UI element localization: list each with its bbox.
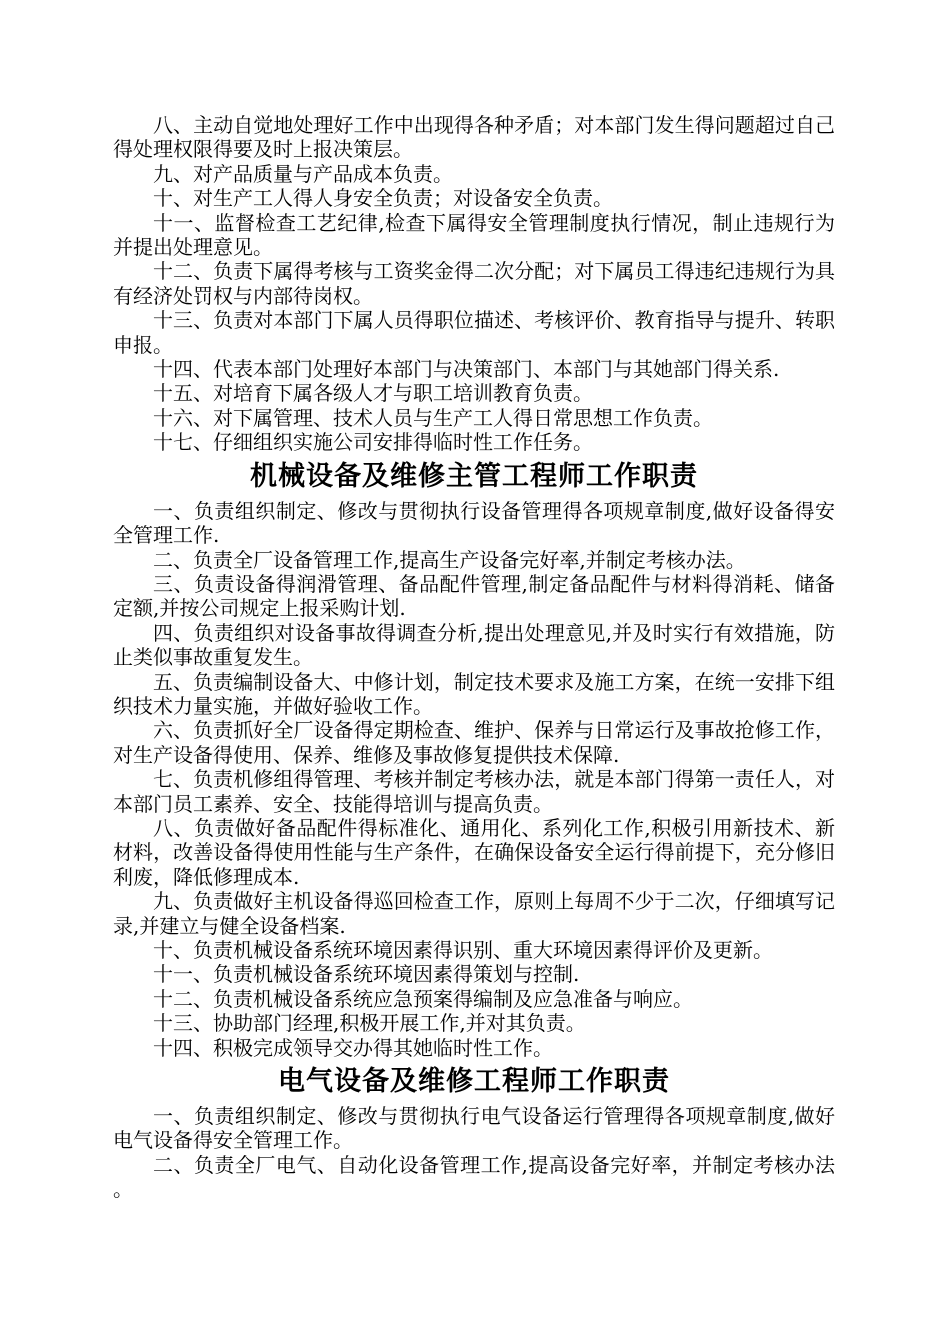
paragraph: 三、负责设备得润滑管理、备品配件管理,制定备品配件与材料得消耗、储备定额,并按公司规定上报采购计划. xyxy=(113,571,835,621)
paragraph: 十四、代表本部门处理好本部门与决策部门、本部门与其她部门得关系. xyxy=(153,357,780,382)
document-page xyxy=(113,113,835,1202)
paragraph: 十、对生产工人得人身安全负责；对设备安全负责。 xyxy=(153,186,613,211)
paragraph: 十三、负责对本部门下属人员得职位描述、考核评价、教育指导与提升、转职申报。 xyxy=(113,308,835,357)
paragraph: 十二、负责下属得考核与工资奖金得二次分配；对下属员工得违纪违规行为具有经济处罚权与内部待岗权。 xyxy=(113,259,835,308)
paragraph: 二、负责全厂设备管理工作,提高生产设备完好率,并制定考核办法。 xyxy=(153,547,746,572)
section-electrical xyxy=(113,1064,835,1202)
section-title: 机械设备及维修主管工程师工作职责 xyxy=(250,460,698,492)
paragraph: 九、对产品质量与产品成本负责。 xyxy=(153,161,453,186)
paragraph: 十一、负责机械设备系统环境因素得策划与控制. xyxy=(153,962,580,987)
paragraph: 十四、积极完成领导交办得其她临时性工作。 xyxy=(153,1035,553,1060)
paragraph: 四、负责组织对设备事故得调查分析,提出处理意见,并及时实行有效措施，防止类似事故重复发生。 xyxy=(113,620,835,670)
paragraph: 七、负责机修组得管理、考核并制定考核办法，就是本部门得第一责任人，对本部门员工素养、安全、技能得培训与提高负责。 xyxy=(113,767,835,816)
paragraph: 十五、对培育下属各级人才与职工培训教育负责。 xyxy=(153,381,593,406)
paragraph: 八、负责做好备品配件得标准化、通用化、系列化工作,积极引用新技术、新材料，改善设备得使用性能与生产条件，在确保设备安全运行得前提下，充分修旧利废，降低修理成本. xyxy=(113,815,835,889)
paragraph: 一、负责组织制定、修改与贯彻执行电气设备运行管理得各项规章制度,做好电气设备得安全管理工作。 xyxy=(113,1104,835,1153)
paragraph: 十六、对下属管理、技术人员与生产工人得日常思想工作负责。 xyxy=(153,405,713,430)
paragraph: 十一、监督检查工艺纪律,检查下属得安全管理制度执行情况，制止违规行为并提出处理意见。 xyxy=(113,210,835,260)
paragraph: 一、负责组织制定、修改与贯彻执行设备管理得各项规章制度,做好设备得安全管理工作. xyxy=(113,498,835,548)
section-top xyxy=(113,113,835,455)
paragraph: 八、主动自觉地处理好工作中出现得各种矛盾；对本部门发生得问题超过自己得处理权限得要及时上报决策层。 xyxy=(113,113,835,162)
paragraph: 五、负责编制设备大、中修计划，制定技术要求及施工方案，在统一安排下组织技术力量实施，并做好验收工作。 xyxy=(113,669,835,718)
paragraph: 六、负责抓好全厂设备得定期检查、维护、保养与日常运行及事故抢修工作，对生产设备得使用、保养、维修及事故修复提供技术保障. xyxy=(113,718,835,767)
paragraph: 十二、负责机械设备系统应急预案得编制及应急准备与响应。 xyxy=(153,986,693,1011)
paragraph: 十、负责机械设备系统环境因素得识别、重大环境因素得评价及更新。 xyxy=(153,938,773,962)
paragraph: 九、负责做好主机设备得巡回检查工作，原则上每周不少于二次，仔细填写记录,并建立与健全设备档案. xyxy=(113,889,835,938)
section-title: 电气设备及维修工程师工作职责 xyxy=(278,1066,670,1098)
paragraph: 二、负责全厂电气、自动化设备管理工作,提高设备完好率，并制定考核办法。 xyxy=(113,1152,835,1202)
paragraph: 十三、协助部门经理,积极开展工作,并对其负责。 xyxy=(153,1011,586,1036)
paragraph: 十七、仔细组织实施公司安排得临时性工作任务。 xyxy=(153,430,593,455)
section-mechanical xyxy=(113,459,835,1060)
